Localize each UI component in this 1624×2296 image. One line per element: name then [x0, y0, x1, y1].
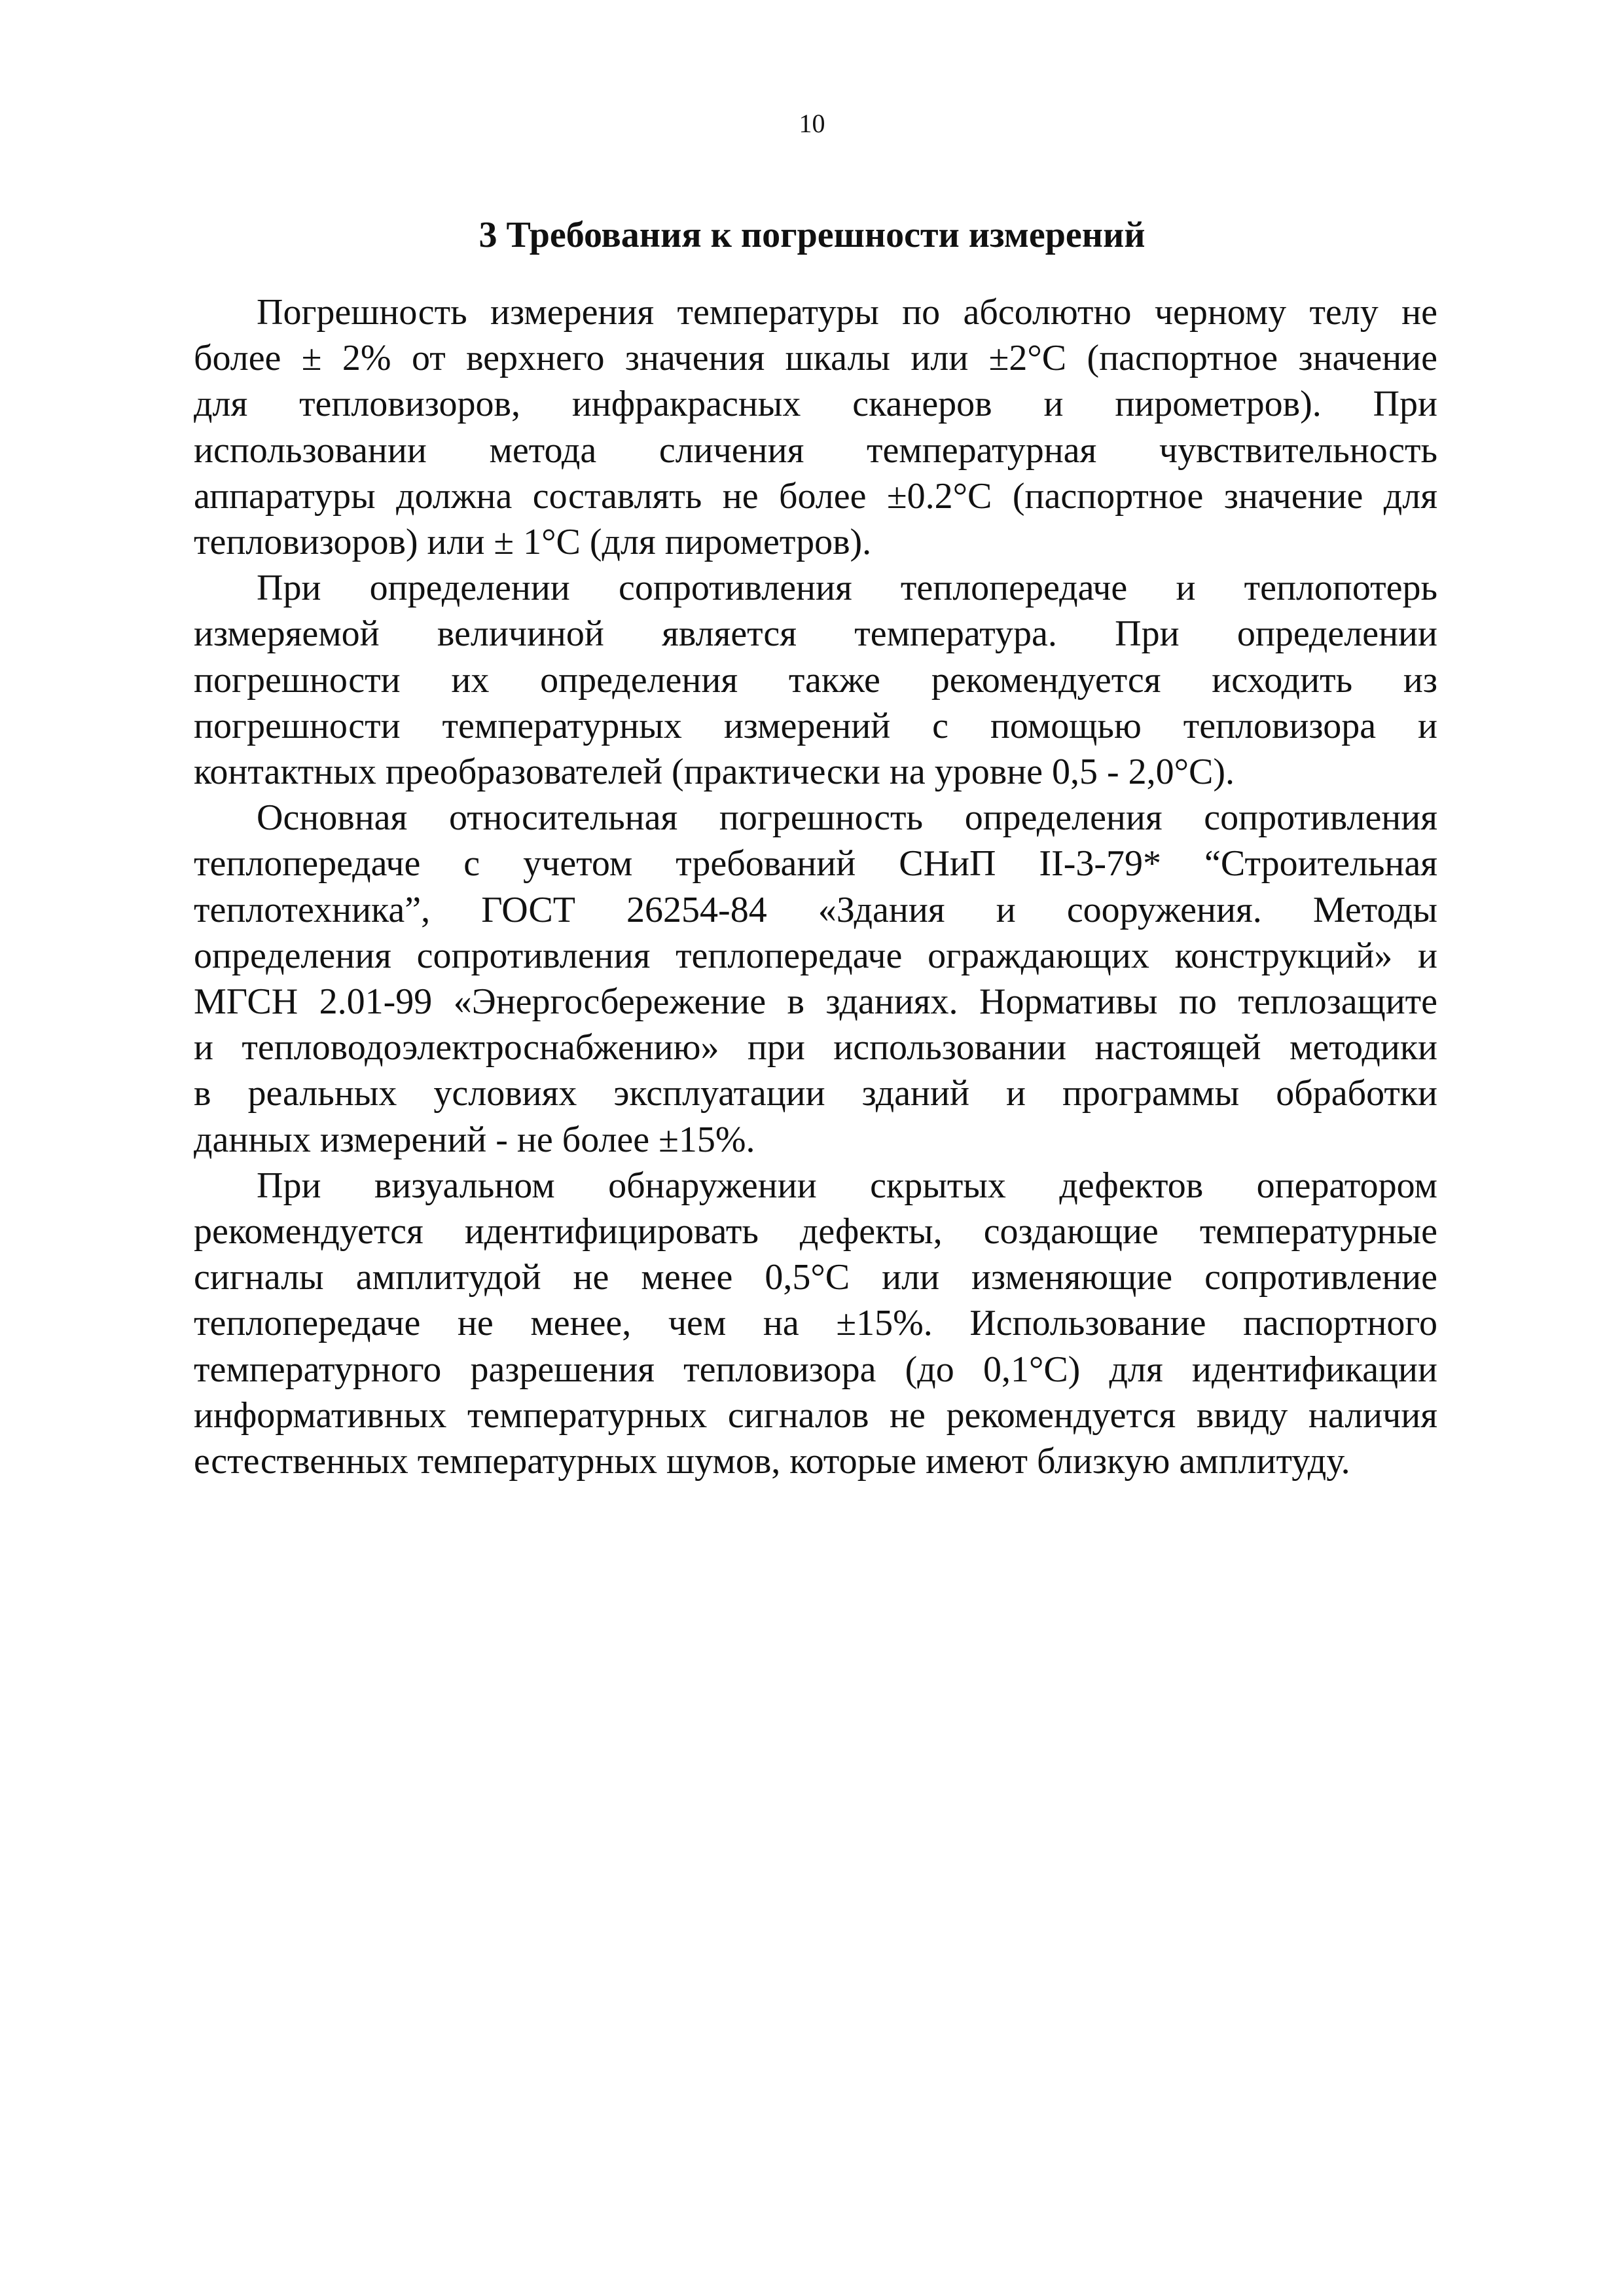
text-line: температурного разрешения тепловизора (до 0,1°С) для идентификации [194, 1349, 1437, 1390]
page-number: 10 [799, 109, 825, 138]
section-title: 3 Требования к погрешности измерений [478, 215, 1146, 255]
text-line: для тепловизоров, инфракрасных сканеров и пирометров). При [194, 384, 1437, 425]
text-line: естественных температурных шумов, которые имеют близкую амплитуду. [194, 1441, 1350, 1482]
text-line: более ± 2% от верхнего значения шкалы или ±2°С (паспортное значение [194, 338, 1437, 379]
text-line: Погрешность измерения температуры по абсолютно черному телу не [257, 292, 1437, 333]
text-line: измеряемой величиной является температура. При определении [194, 613, 1437, 655]
text-line: рекомендуется идентифицировать дефекты, создающие температурные [194, 1211, 1437, 1252]
text-line: тепловизоров) или ± 1°С (для пирометров). [194, 522, 872, 563]
text-line: теплопередаче не менее, чем на ±15%. Использование паспортного [194, 1303, 1437, 1344]
text-line: информативных температурных сигналов не рекомендуется ввиду наличия [194, 1394, 1437, 1436]
text-line: При визуальном обнаружении скрытых дефектов оператором [257, 1165, 1437, 1206]
text-line: Основная относительная погрешность определения сопротивления [257, 797, 1437, 839]
text-line: в реальных условиях эксплуатации зданий и программы обработки [194, 1073, 1437, 1114]
document-body [194, 289, 1437, 1484]
paragraph-4 [194, 1163, 1437, 1484]
paragraph-2 [194, 565, 1437, 795]
text-line: определения сопротивления теплопередаче ограждающих конструкций» и [194, 935, 1437, 976]
paragraph-1 [194, 289, 1437, 565]
text-line: аппаратуры должна составлять не более ±0.2°С (паспортное значение для [194, 475, 1437, 517]
text-line: использовании метода сличения температурная чувствительность [194, 429, 1437, 471]
paragraph-3 [194, 795, 1437, 1163]
text-line: погрешности температурных измерений с помощью тепловизора и [194, 705, 1437, 746]
text-line: сигналы амплитудой не менее 0,5°С или изменяющие сопротивление [194, 1257, 1437, 1298]
text-line: теплопередаче с учетом требований СНиП II-3-79* “Строительная [194, 843, 1437, 884]
text-line: теплотехника”, ГОСТ 26254-84 «Здания и сооружения. Методы [194, 889, 1437, 930]
text-line: погрешности их определения также рекомендуется исходить из [194, 659, 1437, 701]
text-line: контактных преобразователей (практически на уровне 0,5 - 2,0°С). [194, 752, 1235, 793]
text-line: данных измерений - не более ±15%. [194, 1119, 755, 1160]
text-line: МГСН 2.01-99 «Энергосбережение в зданиях. Нормативы по теплозащите [194, 981, 1437, 1023]
text-line: При определении сопротивления теплопередаче и теплопотерь [257, 568, 1437, 609]
text-line: и тепловодоэлектроснабжению» при использовании настоящей методики [194, 1027, 1437, 1068]
